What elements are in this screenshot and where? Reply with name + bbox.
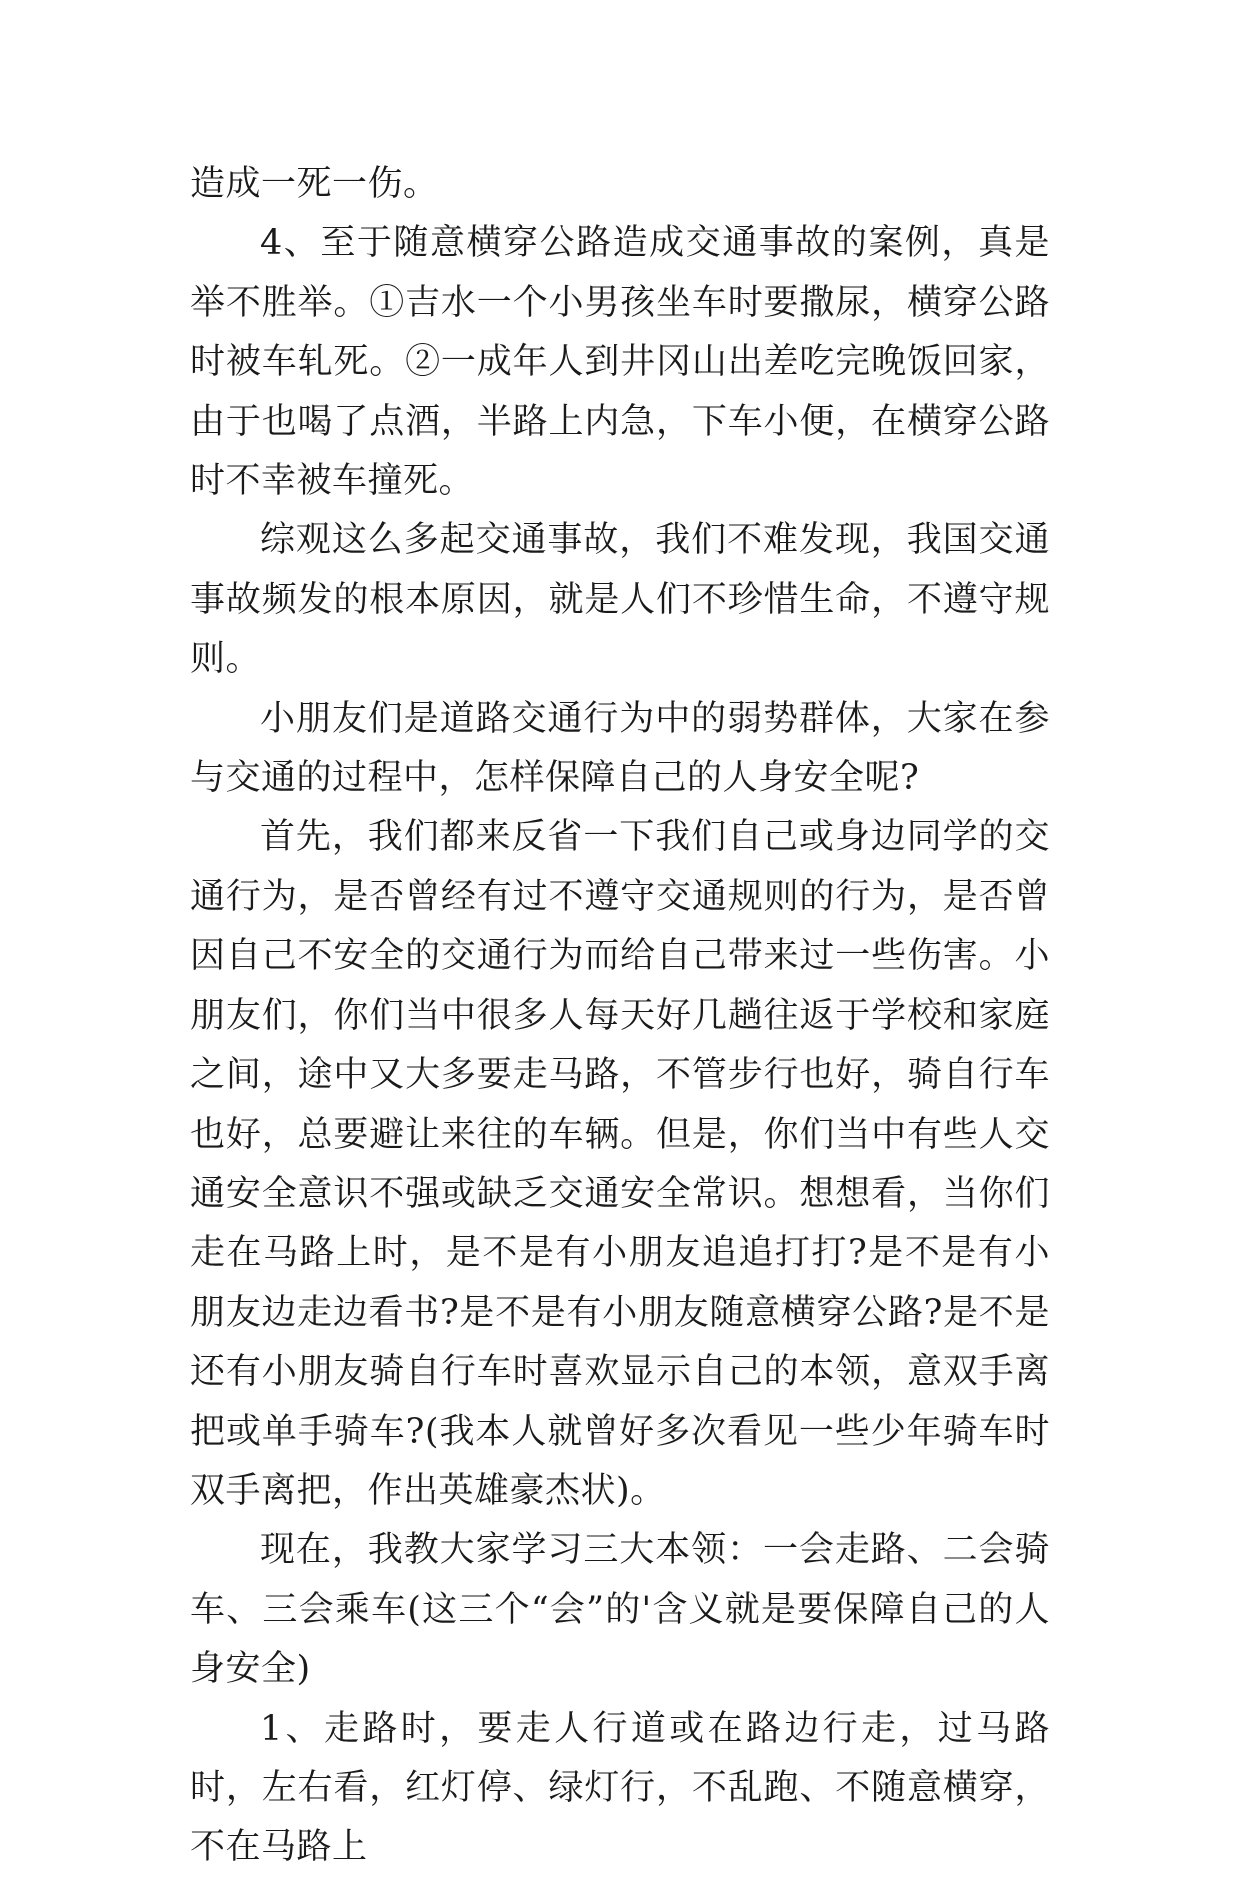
paragraph-1: 造成一死一伤。 xyxy=(190,164,439,204)
paragraph-4: 小朋友们是道路交通行为中的弱势群体，大家在参与交通的过程中，怎样保障自己的人身安全呢? xyxy=(190,698,1050,799)
paragraph-5: 首先，我们都来反省一下我们自己或身边同学的交通行为，是否曾经有过不遵守交通规则的行为，是否曾因自己不安全的交通行为而给自己带来过一些伤害。小朋友们，你们当中很多人每天好几趟往返于学校和家庭之间，途中又大多要走马路，不管步行也好，骑自行车也好，总要避让来往的车辆。但是，你们当中有些人交通安全意识不强或缺乏交通安全常识。想想看，当你们走在马路上时，是不是有小朋友追追打打?是不是有小朋友边走边看书?是不是有小朋友随意横穿公路?是不是还有小朋友骑自行车时喜欢显示自己的本领，意双手离把或单手骑车?(我本人就曾好多次看见一些少年骑车时双手离把，作出英雄豪杰状)。 xyxy=(190,817,1050,1511)
paragraph-7: 1、走路时，要走人行道或在路边行走，过马路时，左右看，红灯停、绿灯行，不乱跑、不随意横穿，不在马路上 xyxy=(190,1708,1050,1868)
paragraph-3: 综观这么多起交通事故，我们不难发现，我国交通事故频发的根本原因，就是人们不珍惜生命，不遵守规则。 xyxy=(190,520,1050,680)
paragraph-6: 现在，我教大家学习三大本领：一会走路、二会骑车、三会乘车(这三个“会”的'含义就是要保障自己的人身安全) xyxy=(190,1530,1050,1690)
body-text xyxy=(190,155,1050,1878)
paragraph-2: 4、至于随意横穿公路造成交通事故的案例，真是举不胜举。①吉水一个小男孩坐车时要撒尿，横穿公路时被车轧死。②一成年人到井冈山出差吃完晚饭回家，由于也喝了点酒，半路上内急，下车小便，在横穿公路时不幸被车撞死。 xyxy=(190,223,1050,502)
